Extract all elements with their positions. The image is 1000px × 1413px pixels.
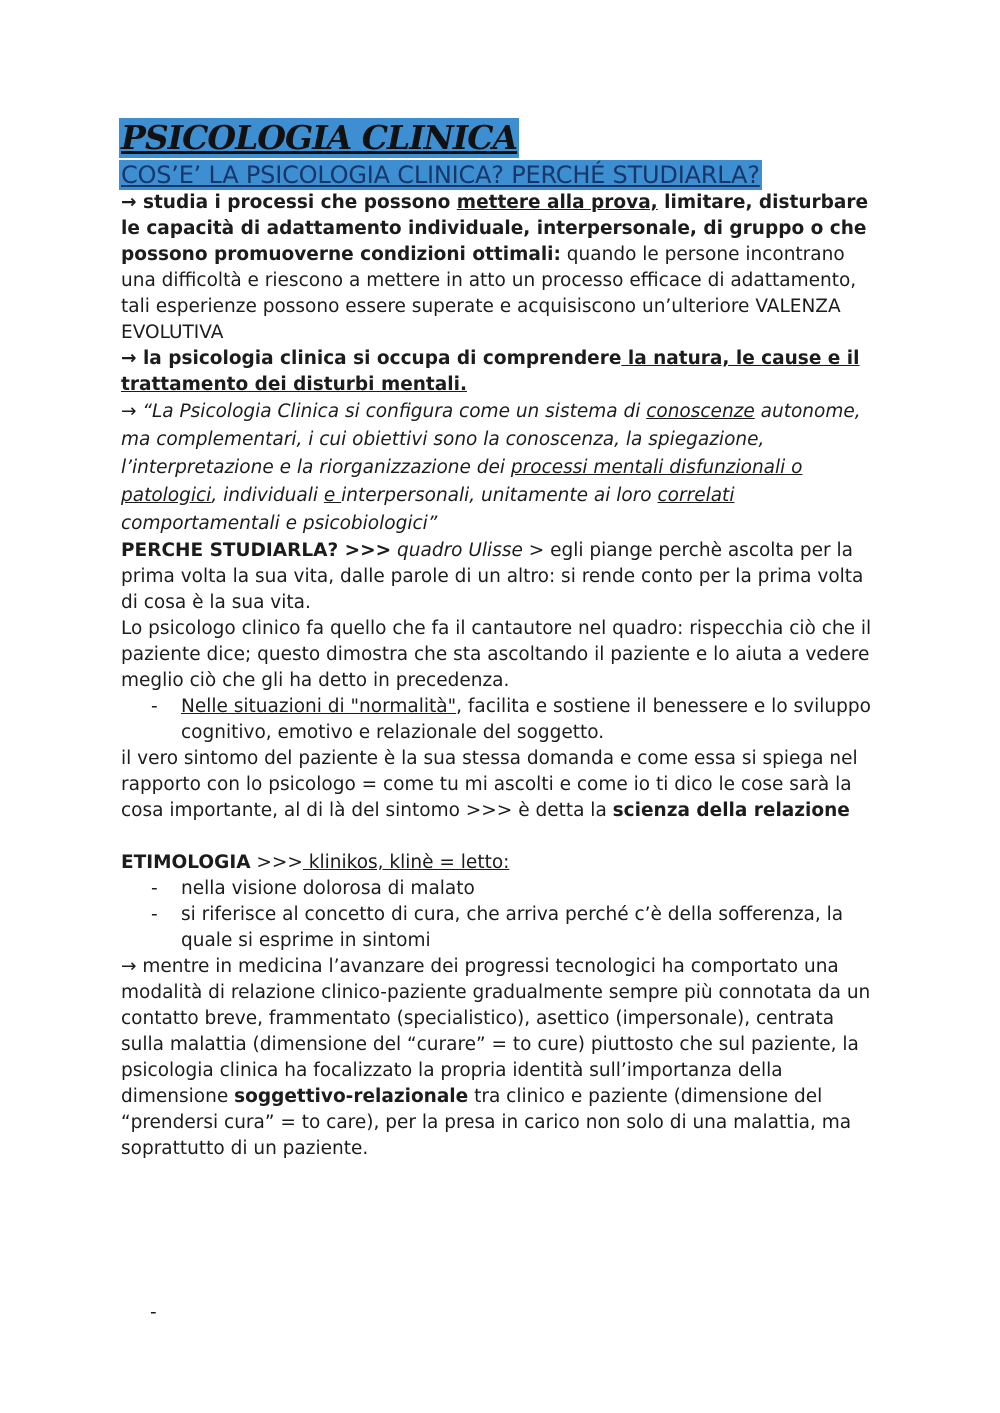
list-item: - si riferisce al concetto di cura, che arriva perché c’è della sofferenza, la quale si esprime in sintomi: [151, 904, 844, 951]
section-heading: COS’E’ LA PSICOLOGIA CLINICA? PERCHÉ STUDIARLA?: [121, 161, 760, 189]
document-page: [121, 118, 881, 1162]
spacer: [121, 824, 881, 850]
list-item: - Nelle situazioni di "normalità", facilita e sostiene il benessere e lo sviluppo cognitivo, emotivo e relazionale del soggetto.: [151, 696, 871, 743]
arrow-icon: →: [121, 192, 137, 213]
document-body: [121, 190, 881, 1162]
paragraph-symptom: il vero sintomo del paziente è la sua stessa domanda e come essa si spiega nel rapporto con lo psicologo = come tu mi ascolti e come io ti dico le cose sarà la cosa importante, al di là del sintomo >>> è detta la scienza della relazione: [121, 748, 858, 821]
paragraph-definition: → studia i processi che possono mettere alla prova, limitare, disturbare le capacità di adattamento individuale, interpersonale, di gruppo o che possono promuoverne condizioni ottimali: quando le persone incontrano una difficoltà e riescono a mettere in atto un processo efficace di adattamento, tali esperienze possono essere superate e acquisiscono un’ulteriore VALENZA EVOLUTIVA: [121, 192, 869, 343]
arrow-icon: →: [121, 348, 137, 369]
stray-dash: -: [150, 1302, 157, 1323]
paragraph-psychologist: Lo psicologo clinico fa quello che fa il cantautore nel quadro: rispecchia ciò che il paziente dice; questo dimostra che sta ascoltando il paziente e lo aiuta a vedere meglio ciò che gli ha detto in precedenza.: [121, 618, 872, 691]
arrow-icon: →: [121, 401, 137, 422]
paragraph-medicine-vs-psychology: → mentre in medicina l’avanzare dei progressi tecnologici ha comportato una modalità di relazione clinico-paziente gradualmente sempre più connotata da un contatto breve, frammentato (specialistico), asettico (impersonale), centrata sulla malattia (dimensione del “curare” = to cure) piuttosto che sul paziente, la psicologia clinica ha focalizzato la propria identità sull’importanza della dimensione soggettivo-relazionale tra clinico e paziente (dimensione del “prendersi cura” = to care), per la presa in carico non solo di una malattia, ma soprattutto di un paziente.: [121, 956, 871, 1159]
paragraph-scope: → la psicologia clinica si occupa di comprendere la natura, le cause e il trattamento dei disturbi mentali.: [121, 348, 860, 395]
paragraph-why-study: PERCHE STUDIARLA? >>> quadro Ulisse > egli piange perchè ascolta per la prima volta la sua vita, dalle parole di un altro: si rende conto per la prima volta di cosa è la sua vita.: [121, 540, 864, 613]
paragraph-etymology: ETIMOLOGIA >>> klinikos, klinè = letto:: [121, 852, 510, 873]
list-item: - nella visione dolorosa di malato: [151, 878, 475, 899]
document-title: PSICOLOGIA CLINICA: [121, 118, 518, 157]
paragraph-quote: → “La Psicologia Clinica si configura come un sistema di conoscenze autonome, ma complementari, i cui obiettivi sono la conoscenza, la spiegazione, l’interpretazione e la riorganizzazione dei processi mentali disfunzionali o patologici, individuali e interpersonali, unitamente ai loro correlati comportamentali e psicobiologici”: [121, 401, 861, 534]
